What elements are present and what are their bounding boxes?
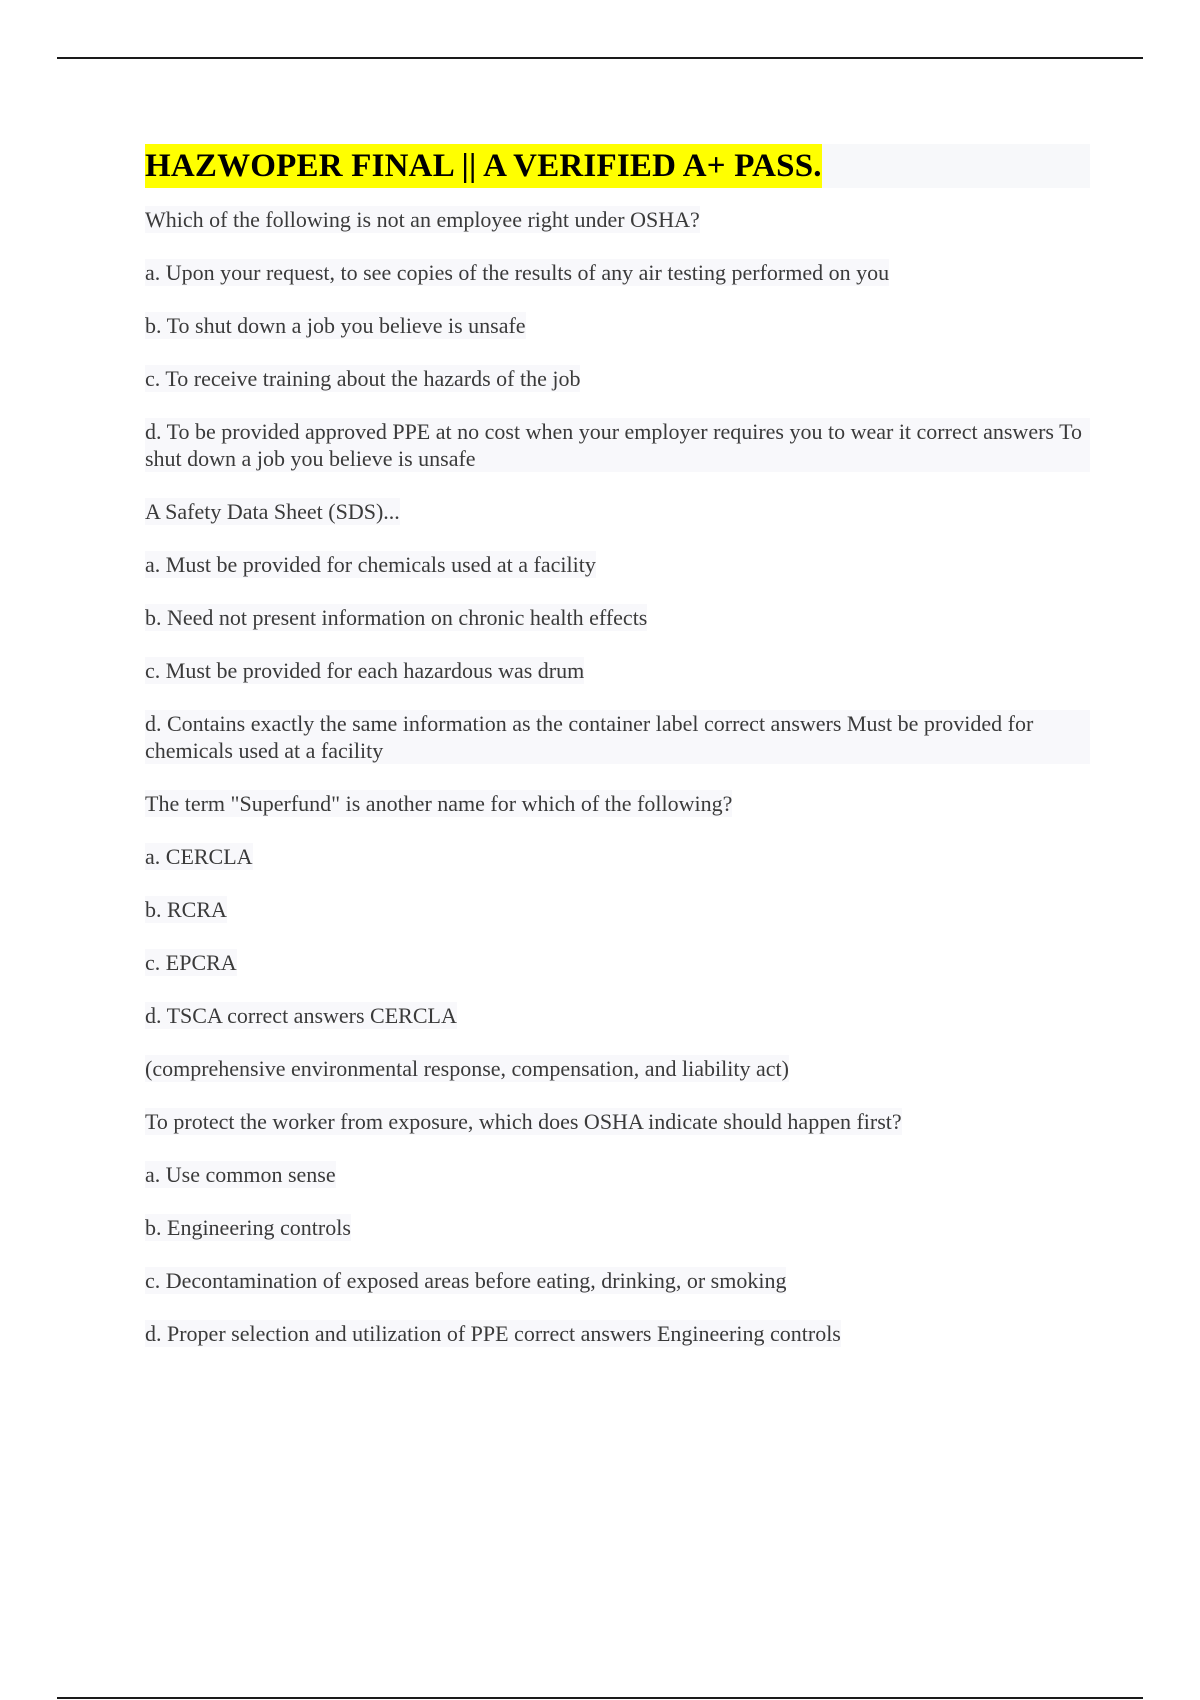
title-row xyxy=(145,144,1090,188)
question-2-option-c: c. Must be provided for each hazardous was drum xyxy=(145,658,585,683)
question-3-option-d-answer: d. TSCA correct answers CERCLA xyxy=(145,1003,457,1028)
question-4: To protect the worker from exposure, which does OSHA indicate should happen first? xyxy=(145,1109,902,1134)
document-body xyxy=(145,144,1090,1373)
question-3-option-a: a. CERCLA xyxy=(145,844,253,869)
question-1-option-c: c. To receive training about the hazards of the job xyxy=(145,366,581,391)
question-3: The term "Superfund" is another name for which of the following? xyxy=(145,791,733,816)
top-rule xyxy=(57,57,1143,59)
document-title: HAZWOPER FINAL || A VERIFIED A+ PASS. xyxy=(145,144,822,188)
question-1-option-a: a. Upon your request, to see copies of the results of any air testing performed on you xyxy=(145,260,890,285)
question-2: A Safety Data Sheet (SDS)... xyxy=(145,499,400,524)
question-1-option-d-answer: d. To be provided approved PPE at no cost when your employer requires you to wear it correct answers To shut down a job you believe is unsafe xyxy=(145,418,1090,472)
question-2-option-d-answer: d. Contains exactly the same information as the container label correct answers Must be provided for chemicals used at a facility xyxy=(145,710,1090,764)
question-4-option-d-answer: d. Proper selection and utilization of PPE correct answers Engineering controls xyxy=(145,1321,841,1346)
question-2-option-b: b. Need not present information on chronic health effects xyxy=(145,605,648,630)
question-4-option-a: a. Use common sense xyxy=(145,1162,336,1187)
question-1: Which of the following is not an employee right under OSHA? xyxy=(145,207,700,232)
question-4-option-c: c. Decontamination of exposed areas before eating, drinking, or smoking xyxy=(145,1268,787,1293)
question-3-option-b: b. RCRA xyxy=(145,897,227,922)
question-1-option-b: b. To shut down a job you believe is unsafe xyxy=(145,313,526,338)
bottom-rule xyxy=(57,1697,1143,1699)
question-4-option-b: b. Engineering controls xyxy=(145,1215,351,1240)
question-3-option-c: c. EPCRA xyxy=(145,950,237,975)
question-2-option-a: a. Must be provided for chemicals used at a facility xyxy=(145,552,596,577)
question-3-answer-note: (comprehensive environmental response, compensation, and liability act) xyxy=(145,1056,789,1081)
